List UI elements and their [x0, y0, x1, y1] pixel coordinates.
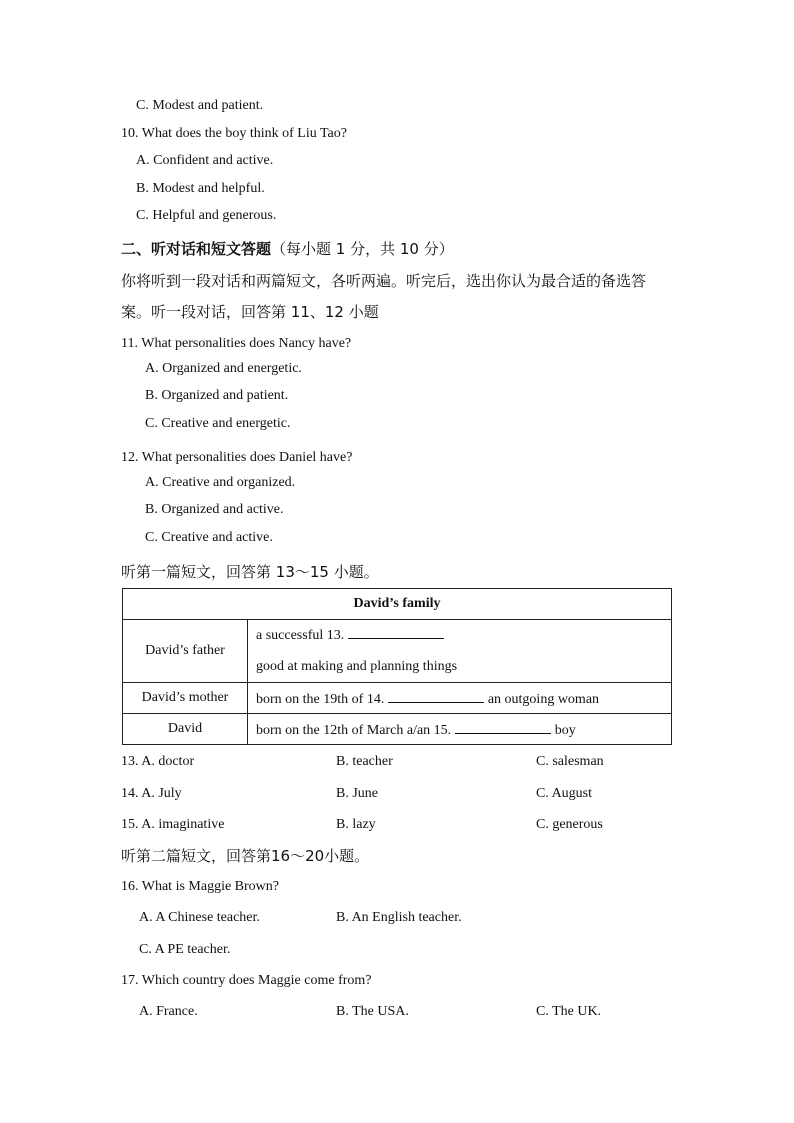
q12-option-b: B. Organized and active. — [145, 502, 284, 517]
table-title: David’s family — [123, 589, 672, 620]
row-content-father — [248, 620, 672, 683]
mother-text-before: born on the 19th of 14. — [256, 692, 385, 707]
row-content-david — [248, 714, 672, 745]
q10-option-a: A. Confident and active. — [136, 153, 274, 168]
q10-option-c: C. Helpful and generous. — [136, 208, 277, 223]
q16-option-a: A. A Chinese teacher. — [139, 910, 260, 925]
blank-14[interactable] — [388, 688, 484, 703]
passage2-intro: 听第二篇短文，回答第16～20小题。 — [121, 847, 370, 865]
q17-option-c: C. The UK. — [536, 1004, 602, 1019]
blank-15[interactable] — [455, 719, 551, 734]
section2-heading-title: 二、听对话和短文答题 — [121, 240, 272, 258]
q11-option-b: B. Organized and patient. — [145, 388, 289, 403]
table-header-row — [123, 589, 672, 620]
q12-option-c: C. Creative and active. — [145, 530, 273, 545]
q11-question: 11. What personalities does Nancy have? — [121, 336, 352, 351]
q13-option-a: 13. A. doctor — [121, 754, 195, 769]
q11-option-a: A. Organized and energetic. — [145, 361, 302, 376]
q16-option-c: C. A PE teacher. — [139, 942, 231, 957]
david-text-after: boy — [554, 723, 576, 738]
row-label-father: David’s father — [123, 620, 248, 683]
q16-option-b: B. An English teacher. — [336, 910, 462, 925]
section2-instruction-line1: 你将听到一段对话和两篇短文，各听两遍。听完后，选出你认为最合适的备选答 — [121, 272, 647, 290]
row-content-mother — [248, 683, 672, 714]
q16-question: 16. What is Maggie Brown? — [121, 879, 279, 894]
q10-option-b: B. Modest and helpful. — [136, 181, 265, 196]
q13-option-c: C. salesman — [536, 754, 604, 769]
section2-heading — [121, 240, 454, 258]
table-row — [123, 620, 672, 683]
q17-option-b: B. The USA. — [336, 1004, 409, 1019]
section2-heading-note: （每小题 1 分，共 10 分） — [271, 240, 454, 258]
q9-option-c: C. Modest and patient. — [136, 98, 264, 113]
q11-option-c: C. Creative and energetic. — [145, 416, 291, 431]
q14-option-c: C. August — [536, 786, 593, 801]
q12-question: 12. What personalities does Daniel have? — [121, 450, 353, 465]
passage1-intro: 听第一篇短文，回答第 13～15 小题。 — [121, 563, 379, 581]
q17-question: 17. Which country does Maggie come from? — [121, 973, 372, 988]
q10-question: 10. What does the boy think of Liu Tao? — [121, 126, 347, 141]
q14-option-a: 14. A. July — [121, 786, 182, 801]
mother-text-after: an outgoing woman — [487, 692, 600, 707]
table-row — [123, 714, 672, 745]
q13-option-b: B. teacher — [336, 754, 393, 769]
blank-13[interactable] — [348, 624, 444, 639]
q15-option-c: C. generous — [536, 817, 603, 832]
david-text-before: born on the 12th of March a/an 15. — [256, 723, 452, 738]
q12-option-a: A. Creative and organized. — [145, 475, 296, 490]
table-row — [123, 683, 672, 714]
father-line2-text: good at making and planning things — [256, 659, 458, 674]
q17-option-a: A. France. — [139, 1004, 198, 1019]
row-label-mother: David’s mother — [123, 683, 248, 714]
section2-instruction-line2: 案。听一段对话，回答第 11、12 小题 — [121, 303, 379, 321]
row-label-david: David — [123, 714, 248, 745]
father-line1-text: a successful 13. — [256, 628, 345, 643]
davids-family-table — [122, 588, 672, 745]
q15-option-b: B. lazy — [336, 817, 376, 832]
q15-option-a: 15. A. imaginative — [121, 817, 225, 832]
q14-option-b: B. June — [336, 786, 378, 801]
